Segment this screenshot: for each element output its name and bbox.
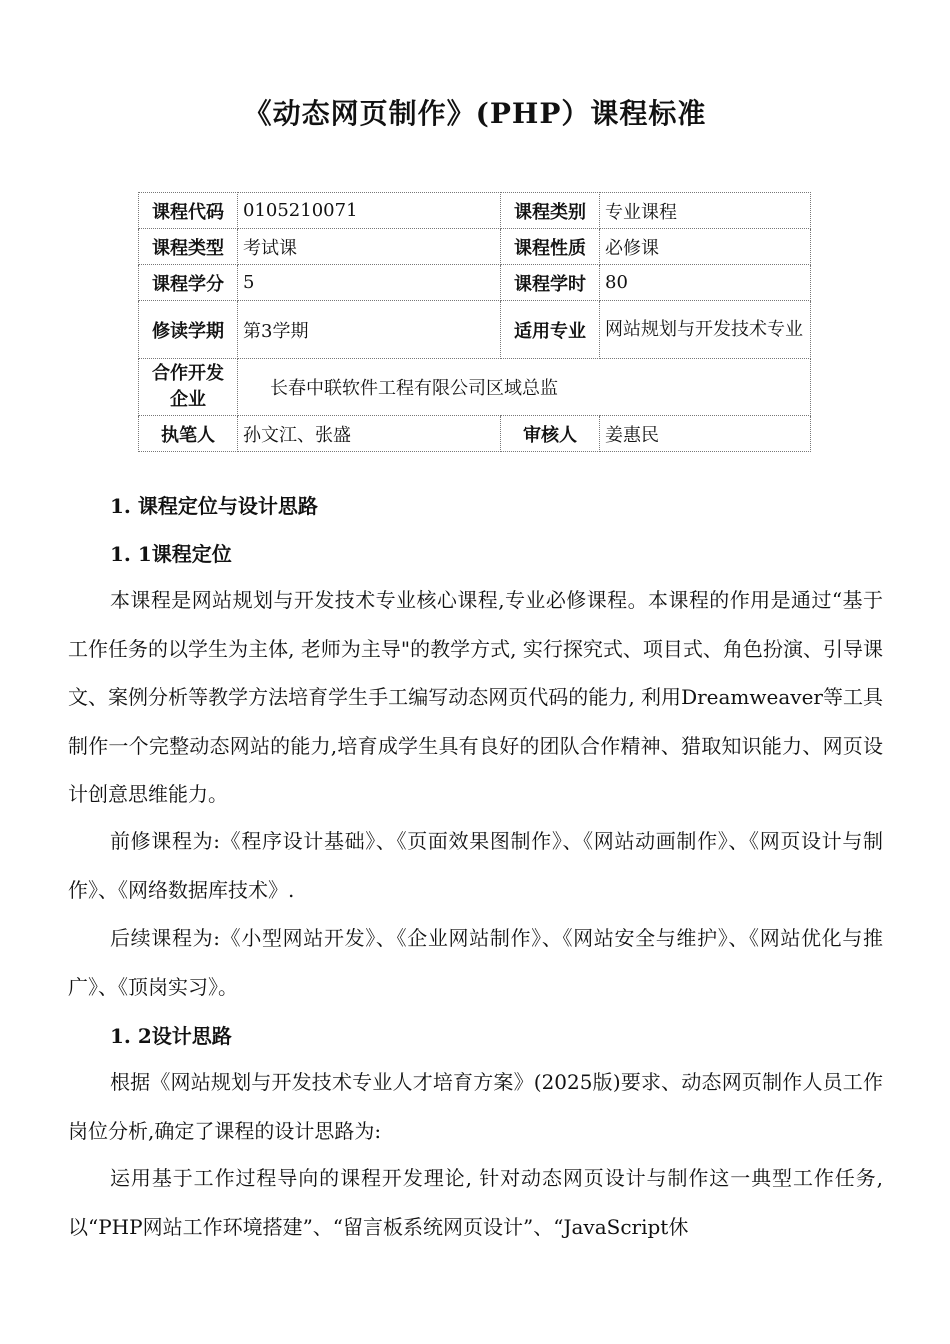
value-course-hours: 80 xyxy=(600,265,811,301)
subsection-heading: 1. 1课程定位 xyxy=(110,542,232,566)
label-course-nature: 课程性质 xyxy=(501,229,600,265)
label-partner-company: 合作开发企业 xyxy=(139,359,238,416)
paragraph-course-positioning: 本课程是网站规划与开发技术专业核心课程,专业必修课程。本课程的作用是通过“基于工作任务的以学生为主体, 老师为主导"的教学方式, 实行探究式、项目式、角色扮演、引导课文、案例分析等教学方法培育学生手工编写动态网页代码的能力, 利用Dreamweaver等工具制作一个完整动态网站的能力,培育成学生具有良好的团队合作精神、猎取知识能力、网页设计创意思维能力。 xyxy=(68,588,883,806)
value-reviewer: 姜惠民 xyxy=(600,416,811,452)
table-row xyxy=(139,359,811,416)
document-title: 《动态网页制作》(PHP）课程标准 xyxy=(243,97,707,130)
table-row xyxy=(139,416,811,452)
label-course-code: 课程代码 xyxy=(139,193,238,229)
label-reviewer: 审核人 xyxy=(501,416,600,452)
table-row xyxy=(139,265,811,301)
value-major: 网站规划与开发技术专业 xyxy=(600,301,811,359)
table-row xyxy=(139,229,811,265)
label-course-type: 课程类型 xyxy=(139,229,238,265)
label-course-category: 课程类别 xyxy=(501,193,600,229)
paragraph-design-basis: 根据《网站规划与开发技术专业人才培育方案》(2025版)要求、动态网页制作人员工作岗位分析,确定了课程的设计思路为: xyxy=(68,1070,883,1143)
value-author: 孙文江、张盛 xyxy=(238,416,501,452)
label-major: 适用专业 xyxy=(501,301,600,359)
table-row xyxy=(139,301,811,359)
label-course-credits: 课程学分 xyxy=(139,265,238,301)
value-course-credits: 5 xyxy=(238,265,501,301)
value-course-code: 0105210071 xyxy=(238,193,501,229)
section-heading: 1. 课程定位与设计思路 xyxy=(110,494,318,518)
label-course-hours: 课程学时 xyxy=(501,265,600,301)
value-semester: 第3学期 xyxy=(238,301,501,359)
label-author: 执笔人 xyxy=(139,416,238,452)
course-info-table xyxy=(138,192,811,452)
paragraph-design-approach: 运用基于工作过程导向的课程开发理论, 针对动态网页设计与制作这一典型工作任务,以“PHP网站工作环境搭建”、“留言板系统网页设计”、“JavaScript休 xyxy=(68,1166,883,1239)
value-course-nature: 必修课 xyxy=(600,229,811,265)
value-course-category: 专业课程 xyxy=(600,193,811,229)
label-semester: 修读学期 xyxy=(139,301,238,359)
paragraph-follow-up-courses: 后续课程为:《小型网站开发》、《企业网站制作》、《网站安全与维护》、《网站优化与推广》、《顶岗实习》。 xyxy=(68,926,883,999)
paragraph-prerequisites: 前修课程为:《程序设计基础》、《页面效果图制作》、《网站动画制作》、《网页设计与制作》、《网络数据库技术》. xyxy=(68,829,883,902)
table-row xyxy=(139,193,811,229)
subsection-heading: 1. 2设计思路 xyxy=(110,1024,232,1048)
value-course-type: 考试课 xyxy=(238,229,501,265)
value-partner-company: 长春中联软件工程有限公司区域总监 xyxy=(238,359,811,416)
